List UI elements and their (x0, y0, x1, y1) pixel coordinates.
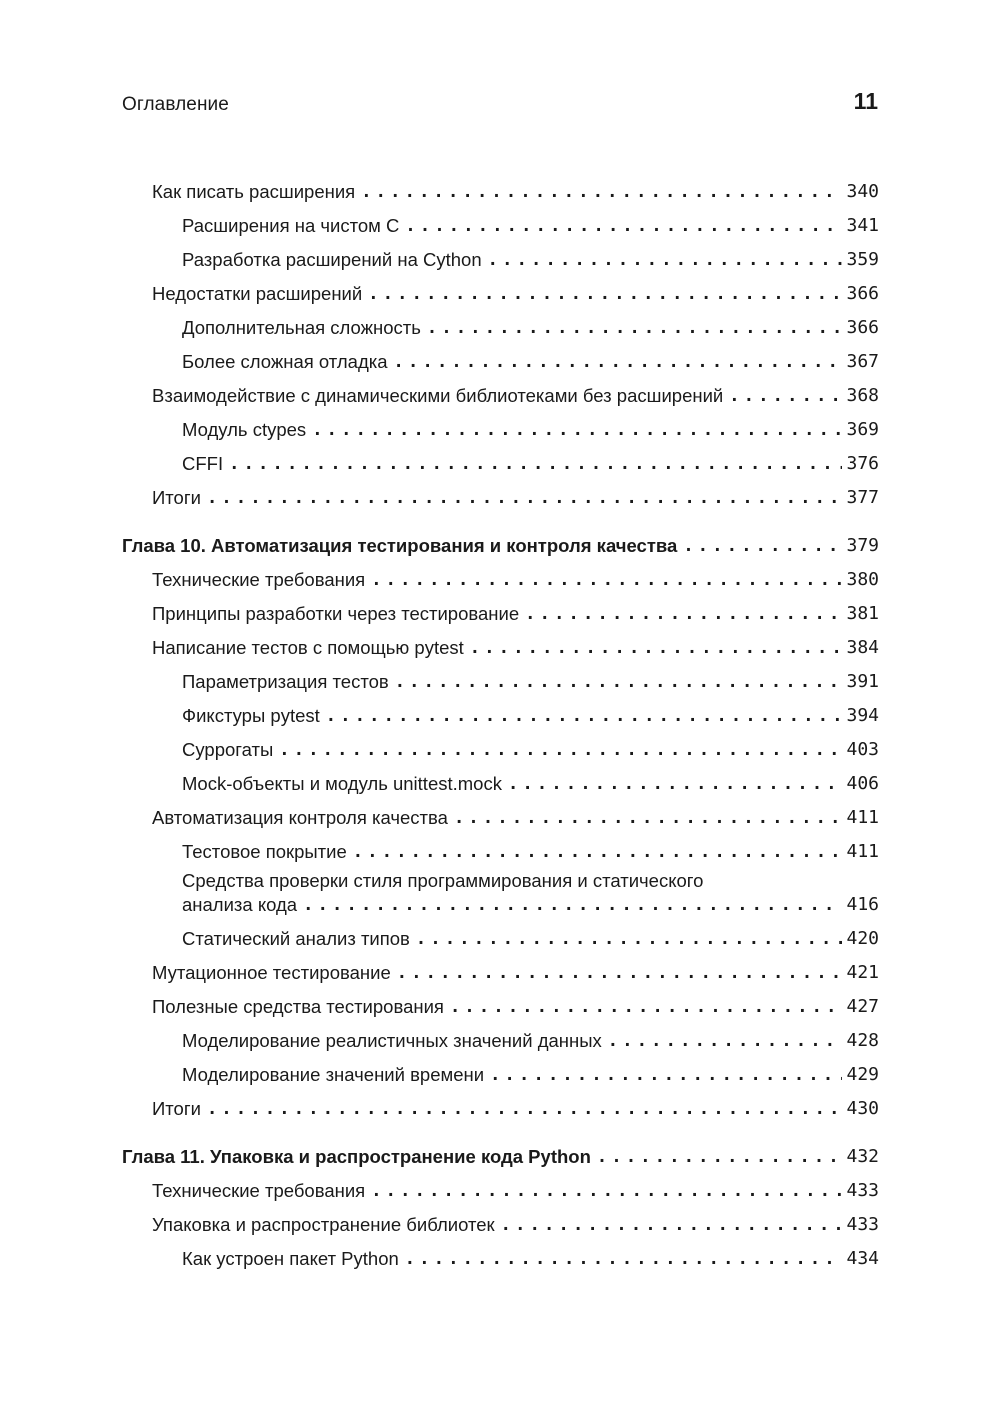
toc-entry-page: 369 (846, 419, 879, 440)
toc-entry-title: Написание тестов с помощью pytest (152, 637, 464, 658)
toc-entry-title: Суррогаты (182, 739, 274, 760)
toc-entry-title: Моделирование значений времени (182, 1064, 485, 1085)
dot-leader (597, 1145, 843, 1169)
toc-entry[interactable] (122, 442, 879, 476)
toc-entry-title: Модуль ctypes (182, 419, 307, 440)
toc-entry-page: 391 (846, 671, 879, 692)
dot-leader (416, 927, 843, 951)
dot-leader (303, 893, 842, 917)
toc-entry-title-line2: анализа кода (182, 894, 298, 915)
dot-leader (427, 316, 843, 340)
toc-entry-title: Параметризация тестов (182, 671, 389, 692)
dot-leader (454, 806, 843, 830)
toc-entry-title: Статический анализ типов (182, 928, 410, 949)
toc-entry[interactable] (122, 170, 879, 204)
dot-leader (371, 1179, 842, 1203)
dot-leader (405, 1247, 843, 1271)
toc-entry-page: 433 (846, 1214, 879, 1235)
dot-leader (353, 840, 843, 864)
toc-entry-page: 430 (846, 1098, 879, 1119)
toc-entry-title: Мутационное тестирование (152, 962, 391, 983)
toc-entry[interactable] (122, 272, 879, 306)
toc-entry-title: Технические требования (152, 1180, 366, 1201)
dot-leader (508, 772, 843, 796)
toc-chapter-entry[interactable] (122, 1135, 879, 1169)
toc-entry-page: 429 (846, 1064, 879, 1085)
toc-entry-title: Полезные средства тестирования (152, 996, 444, 1017)
toc-entry[interactable] (122, 660, 879, 694)
toc-entry-title: Разработка расширений на Cython (182, 249, 482, 270)
toc-entry-page: 420 (846, 928, 879, 949)
dot-leader (488, 248, 843, 272)
toc-entry-title: Недостатки расширений (152, 283, 363, 304)
toc-entry-title: Принципы разработки через тестирование (152, 603, 520, 624)
toc-entry-page: 379 (846, 535, 879, 556)
toc-entry-title: Глава 11. Упаковка и распространение кода Python (122, 1146, 591, 1167)
toc-entry-title: Расширения на чистом C (182, 215, 400, 236)
toc-entry-title: Упаковка и распространение библиотек (152, 1214, 495, 1235)
toc-entry-page: 341 (846, 215, 879, 236)
dot-leader (525, 602, 842, 626)
toc-entry[interactable] (122, 951, 879, 985)
toc-entry-page: 394 (846, 705, 879, 726)
dot-leader (279, 738, 842, 762)
toc-entry-page: 433 (846, 1180, 879, 1201)
toc-entry[interactable] (122, 728, 879, 762)
dot-leader (405, 214, 842, 238)
toc-entry-title: Взаимодействие с динамическими библиотеками без расширений (152, 385, 724, 406)
toc-entry[interactable] (122, 374, 879, 408)
dot-leader (490, 1063, 842, 1087)
page-number: 11 (853, 88, 878, 114)
toc-entry-page: 416 (846, 894, 879, 915)
toc-entry-title: Автоматизация контроля качества (152, 807, 448, 828)
toc-entry[interactable] (122, 204, 879, 238)
running-head: Оглавление (122, 94, 229, 115)
toc-entry-title: Более сложная отладка (182, 351, 388, 372)
toc-entry-title: Моделирование реалистичных значений данных (182, 1030, 602, 1051)
toc-entry-page: 380 (846, 569, 879, 590)
toc-entry[interactable] (122, 917, 879, 951)
toc-entry-page: 367 (846, 351, 879, 372)
dot-leader (608, 1029, 843, 1053)
toc-entry[interactable] (122, 592, 879, 626)
toc-entry-page: 432 (846, 1146, 879, 1167)
toc-entry[interactable] (122, 1053, 879, 1087)
dot-leader (361, 180, 842, 204)
toc-entry[interactable] (122, 985, 879, 1019)
toc-entry[interactable] (122, 762, 879, 796)
dot-leader (450, 995, 843, 1019)
dot-leader (207, 1097, 843, 1121)
toc-entry-page: 366 (846, 317, 879, 338)
toc-entry-page: 411 (846, 841, 879, 862)
page-header (122, 88, 878, 124)
dot-leader (397, 961, 843, 985)
dot-leader (371, 568, 842, 592)
toc-entry[interactable] (122, 476, 879, 510)
toc-chapter-entry[interactable] (122, 524, 879, 558)
dot-leader (368, 282, 842, 306)
toc-entry-page: 377 (846, 487, 879, 508)
toc-entry[interactable] (122, 238, 879, 272)
toc-entry-page: 384 (846, 637, 879, 658)
toc-entry[interactable] (122, 830, 879, 864)
dot-leader (394, 350, 843, 374)
dot-leader (229, 452, 842, 476)
toc-entry-title: Итоги (152, 487, 201, 508)
toc-entry[interactable] (122, 1087, 879, 1121)
toc-entry[interactable] (122, 1237, 879, 1271)
dot-leader (470, 636, 843, 660)
toc-entry-page: 368 (846, 385, 879, 406)
dot-leader (312, 418, 842, 442)
toc-entry-title: Фикстуры pytest (182, 705, 320, 726)
toc-entry-title: CFFI (182, 453, 224, 474)
toc-entry[interactable] (122, 626, 879, 660)
dot-leader (207, 486, 843, 510)
toc-entry-page: 434 (846, 1248, 879, 1269)
toc-entry-title: Mock-объекты и модуль unittest.mock (182, 773, 502, 794)
toc-entry[interactable] (122, 864, 879, 917)
toc-entry-page: 366 (846, 283, 879, 304)
toc-entry-title: Итоги (152, 1098, 201, 1119)
toc-entry-title: Дополнительная сложность (182, 317, 421, 338)
toc-entry[interactable] (122, 1019, 879, 1053)
toc-entry-page: 403 (846, 739, 879, 760)
toc-entry-title: Глава 10. Автоматизация тестирования и контроля качества (122, 535, 678, 556)
dot-leader (395, 670, 843, 694)
toc-entry[interactable] (122, 558, 879, 592)
toc-entry-page: 381 (846, 603, 879, 624)
toc-entry-title: Тестовое покрытие (182, 841, 347, 862)
toc-entry-title-line1: Средства проверки стиля программирования и статического (182, 870, 704, 891)
toc-entry-page: 427 (846, 996, 879, 1017)
toc-entry-page: 340 (846, 181, 879, 202)
toc-entry[interactable] (122, 408, 879, 442)
toc-entry-page: 406 (846, 773, 879, 794)
toc-entry[interactable] (122, 306, 879, 340)
dot-leader (683, 534, 842, 558)
dot-leader (326, 704, 843, 728)
toc-entry-page: 428 (846, 1030, 879, 1051)
toc-entry-title: Как устроен пакет Python (182, 1248, 399, 1269)
toc-entry[interactable] (122, 796, 879, 830)
toc-entry-page: 421 (846, 962, 879, 983)
table-of-contents (122, 170, 879, 1271)
toc-entry[interactable] (122, 340, 879, 374)
toc-entry-title: Технические требования (152, 569, 366, 590)
toc-entry-page: 411 (846, 807, 879, 828)
toc-entry[interactable] (122, 1203, 879, 1237)
toc-entry-page: 359 (846, 249, 879, 270)
toc-entry[interactable] (122, 694, 879, 728)
toc-entry-page: 376 (846, 453, 879, 474)
dot-leader (729, 384, 842, 408)
dot-leader (501, 1213, 843, 1237)
toc-entry-title: Как писать расширения (152, 181, 356, 202)
toc-entry[interactable] (122, 1169, 879, 1203)
